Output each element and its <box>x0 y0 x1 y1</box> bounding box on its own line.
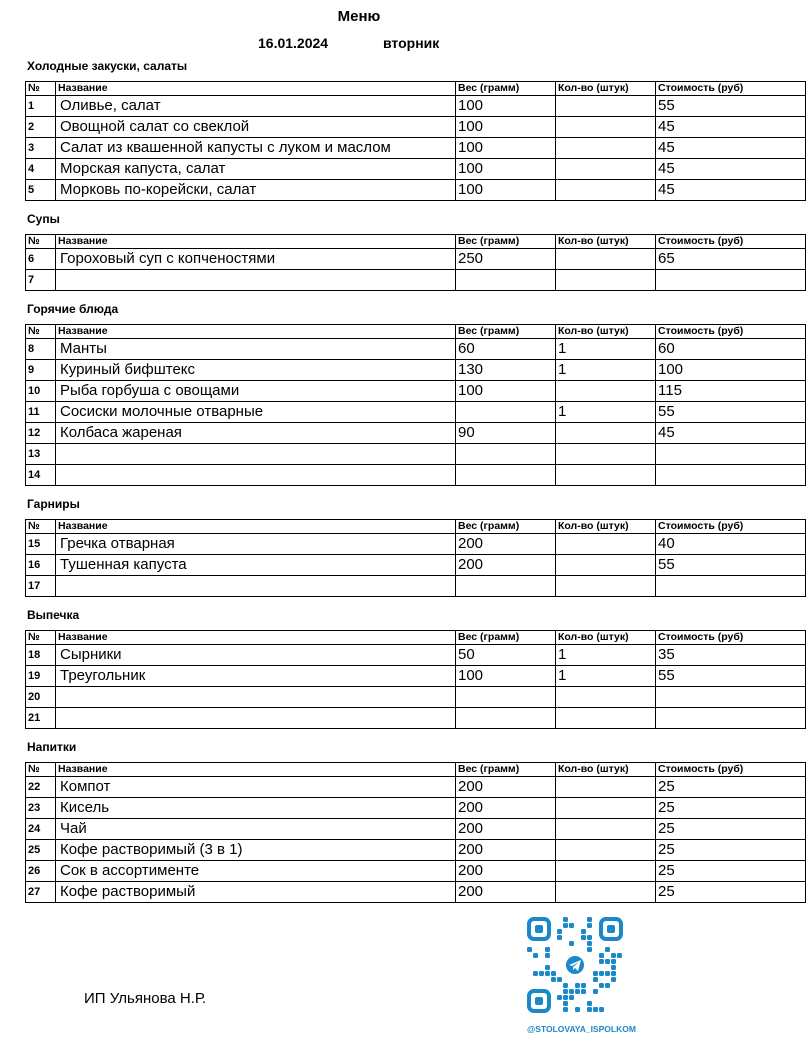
cell-quantity <box>556 465 656 486</box>
cell-weight: 100 <box>456 96 556 117</box>
cell-name: Кисель <box>56 798 456 819</box>
table-row <box>26 798 806 819</box>
section-title: Выпечка <box>27 608 80 622</box>
header-weight: Вес (грамм) <box>456 325 556 339</box>
section-title: Горячие блюда <box>27 302 119 316</box>
cell-number: 1 <box>26 96 56 117</box>
cell-quantity <box>556 819 656 840</box>
cell-price <box>656 576 806 597</box>
cell-weight <box>456 465 556 486</box>
cell-number: 8 <box>26 339 56 360</box>
header-weight: Вес (грамм) <box>456 520 556 534</box>
cell-price: 55 <box>656 402 806 423</box>
cell-number: 19 <box>26 666 56 687</box>
menu-table <box>25 519 806 597</box>
header-price: Стоимость (руб) <box>656 520 806 534</box>
table-header-row <box>26 235 806 249</box>
header-name: Название <box>56 631 456 645</box>
cell-quantity: 1 <box>556 402 656 423</box>
cell-quantity: 1 <box>556 645 656 666</box>
cell-price: 25 <box>656 861 806 882</box>
cell-number: 25 <box>26 840 56 861</box>
table-row <box>26 534 806 555</box>
cell-name: Куриный бифштекс <box>56 360 456 381</box>
cell-weight: 200 <box>456 555 556 576</box>
header-name: Название <box>56 82 456 96</box>
cell-number: 23 <box>26 798 56 819</box>
cell-quantity <box>556 882 656 903</box>
menu-section <box>25 739 805 903</box>
cell-weight: 200 <box>456 777 556 798</box>
cell-number: 9 <box>26 360 56 381</box>
header-price: Стоимость (руб) <box>656 763 806 777</box>
cell-price: 25 <box>656 777 806 798</box>
table-row <box>26 555 806 576</box>
table-header-row <box>26 631 806 645</box>
cell-price: 100 <box>656 360 806 381</box>
header-name: Название <box>56 235 456 249</box>
header-quantity: Кол-во (штук) <box>556 82 656 96</box>
menu-date: 16.01.2024 <box>258 35 329 51</box>
cell-number: 13 <box>26 444 56 465</box>
cell-price: 25 <box>656 882 806 903</box>
cell-name: Оливье, салат <box>56 96 456 117</box>
header-weight: Вес (грамм) <box>456 82 556 96</box>
header-quantity: Кол-во (штук) <box>556 520 656 534</box>
cell-price: 45 <box>656 117 806 138</box>
signature: ИП Ульянова Н.Р. <box>84 990 207 1007</box>
cell-weight <box>456 708 556 729</box>
cell-weight <box>456 576 556 597</box>
cell-weight <box>456 270 556 291</box>
cell-quantity <box>556 777 656 798</box>
cell-quantity <box>556 576 656 597</box>
cell-weight: 200 <box>456 798 556 819</box>
cell-price: 25 <box>656 819 806 840</box>
cell-price: 45 <box>656 138 806 159</box>
cell-name: Треугольник <box>56 666 456 687</box>
table-row <box>26 840 806 861</box>
cell-name: Манты <box>56 339 456 360</box>
cell-name <box>56 270 456 291</box>
section-title: Супы <box>27 212 60 226</box>
header-weight: Вес (грамм) <box>456 763 556 777</box>
header-name: Название <box>56 325 456 339</box>
cell-quantity: 1 <box>556 666 656 687</box>
menu-table <box>25 81 806 201</box>
cell-quantity <box>556 687 656 708</box>
cell-name: Морская капуста, салат <box>56 159 456 180</box>
cell-weight: 100 <box>456 117 556 138</box>
cell-weight: 250 <box>456 249 556 270</box>
cell-weight: 60 <box>456 339 556 360</box>
cell-number: 18 <box>26 645 56 666</box>
cell-price: 55 <box>656 555 806 576</box>
cell-price: 55 <box>656 666 806 687</box>
menu-section <box>25 607 805 729</box>
cell-price <box>656 465 806 486</box>
cell-quantity <box>556 180 656 201</box>
cell-weight: 100 <box>456 138 556 159</box>
cell-name: Кофе растворимый <box>56 882 456 903</box>
table-row <box>26 882 806 903</box>
cell-weight: 100 <box>456 159 556 180</box>
header-quantity: Кол-во (штук) <box>556 325 656 339</box>
cell-number: 10 <box>26 381 56 402</box>
cell-name: Колбаса жареная <box>56 423 456 444</box>
header-price: Стоимость (руб) <box>656 325 806 339</box>
cell-price: 25 <box>656 798 806 819</box>
cell-quantity: 1 <box>556 360 656 381</box>
section-title: Напитки <box>27 740 77 754</box>
cell-number: 16 <box>26 555 56 576</box>
cell-name <box>56 708 456 729</box>
section-title: Гарниры <box>27 497 80 511</box>
cell-name: Сырники <box>56 645 456 666</box>
cell-name: Сок в ассортименте <box>56 861 456 882</box>
cell-weight: 100 <box>456 381 556 402</box>
cell-weight: 200 <box>456 534 556 555</box>
cell-price <box>656 270 806 291</box>
header-number: № <box>26 520 56 534</box>
menu-table <box>25 762 806 903</box>
header-number: № <box>26 235 56 249</box>
menu-table <box>25 324 806 486</box>
cell-quantity <box>556 381 656 402</box>
telegram-qr-code-icon <box>527 917 623 1013</box>
cell-quantity <box>556 423 656 444</box>
cell-weight: 100 <box>456 666 556 687</box>
cell-number: 22 <box>26 777 56 798</box>
cell-price: 55 <box>656 96 806 117</box>
cell-weight: 100 <box>456 180 556 201</box>
cell-name <box>56 687 456 708</box>
section-title: Холодные закуски, салаты <box>27 59 188 73</box>
table-row <box>26 117 806 138</box>
cell-number: 20 <box>26 687 56 708</box>
cell-quantity <box>556 708 656 729</box>
cell-number: 7 <box>26 270 56 291</box>
cell-number: 14 <box>26 465 56 486</box>
cell-number: 12 <box>26 423 56 444</box>
cell-quantity <box>556 798 656 819</box>
table-row <box>26 423 806 444</box>
cell-name: Компот <box>56 777 456 798</box>
cell-number: 11 <box>26 402 56 423</box>
menu-weekday: вторник <box>383 35 440 51</box>
cell-name: Кофе растворимый (3 в 1) <box>56 840 456 861</box>
cell-price: 115 <box>656 381 806 402</box>
table-header-row <box>26 82 806 96</box>
table-row <box>26 402 806 423</box>
cell-name: Овощной салат со свеклой <box>56 117 456 138</box>
cell-weight: 200 <box>456 861 556 882</box>
cell-weight <box>456 444 556 465</box>
cell-weight: 130 <box>456 360 556 381</box>
menu-section <box>25 301 805 486</box>
table-row <box>26 687 806 708</box>
table-row <box>26 465 806 486</box>
cell-number: 26 <box>26 861 56 882</box>
cell-name: Гречка отварная <box>56 534 456 555</box>
cell-quantity <box>556 159 656 180</box>
cell-number: 4 <box>26 159 56 180</box>
header-number: № <box>26 325 56 339</box>
cell-number: 15 <box>26 534 56 555</box>
cell-price: 65 <box>656 249 806 270</box>
table-row <box>26 159 806 180</box>
header-weight: Вес (грамм) <box>456 235 556 249</box>
table-row <box>26 645 806 666</box>
table-row <box>26 819 806 840</box>
table-row <box>26 96 806 117</box>
cell-name: Тушенная капуста <box>56 555 456 576</box>
table-header-row <box>26 763 806 777</box>
cell-quantity <box>556 861 656 882</box>
cell-quantity <box>556 96 656 117</box>
cell-weight: 200 <box>456 882 556 903</box>
cell-price: 60 <box>656 339 806 360</box>
cell-weight: 200 <box>456 840 556 861</box>
header-price: Стоимость (руб) <box>656 631 806 645</box>
cell-name <box>56 465 456 486</box>
header-name: Название <box>56 520 456 534</box>
table-header-row <box>26 520 806 534</box>
cell-name: Гороховый суп с копченостями <box>56 249 456 270</box>
table-header-row <box>26 325 806 339</box>
cell-name: Сосиски молочные отварные <box>56 402 456 423</box>
table-row <box>26 180 806 201</box>
table-row <box>26 249 806 270</box>
cell-name <box>56 444 456 465</box>
cell-weight <box>456 687 556 708</box>
cell-price: 35 <box>656 645 806 666</box>
header-price: Стоимость (руб) <box>656 82 806 96</box>
header-quantity: Кол-во (штук) <box>556 631 656 645</box>
cell-weight: 50 <box>456 645 556 666</box>
table-row <box>26 381 806 402</box>
table-row <box>26 339 806 360</box>
cell-quantity: 1 <box>556 339 656 360</box>
cell-weight <box>456 402 556 423</box>
cell-quantity <box>556 138 656 159</box>
cell-name: Салат из квашенной капусты с луком и маслом <box>56 138 456 159</box>
menu-table <box>25 630 806 729</box>
header-number: № <box>26 631 56 645</box>
qr-handle: @STOLOVAYA_ISPOLKOM <box>527 1024 636 1034</box>
cell-number: 6 <box>26 249 56 270</box>
cell-quantity <box>556 534 656 555</box>
cell-quantity <box>556 117 656 138</box>
header-number: № <box>26 82 56 96</box>
menu-section <box>25 211 805 291</box>
page-title: Меню <box>337 8 381 25</box>
cell-number: 21 <box>26 708 56 729</box>
header-name: Название <box>56 763 456 777</box>
cell-number: 5 <box>26 180 56 201</box>
cell-price <box>656 444 806 465</box>
table-row <box>26 666 806 687</box>
cell-weight: 90 <box>456 423 556 444</box>
cell-price: 45 <box>656 180 806 201</box>
cell-price: 40 <box>656 534 806 555</box>
cell-weight: 200 <box>456 819 556 840</box>
table-row <box>26 777 806 798</box>
table-row <box>26 444 806 465</box>
header-quantity: Кол-во (штук) <box>556 763 656 777</box>
cell-quantity <box>556 249 656 270</box>
table-row <box>26 861 806 882</box>
cell-number: 27 <box>26 882 56 903</box>
cell-price: 45 <box>656 159 806 180</box>
cell-number: 3 <box>26 138 56 159</box>
cell-price <box>656 708 806 729</box>
menu-table <box>25 234 806 291</box>
header-quantity: Кол-во (штук) <box>556 235 656 249</box>
cell-price: 45 <box>656 423 806 444</box>
cell-name: Чай <box>56 819 456 840</box>
table-row <box>26 708 806 729</box>
cell-price <box>656 687 806 708</box>
table-row <box>26 576 806 597</box>
cell-number: 2 <box>26 117 56 138</box>
cell-quantity <box>556 270 656 291</box>
cell-number: 24 <box>26 819 56 840</box>
header-weight: Вес (грамм) <box>456 631 556 645</box>
table-row <box>26 360 806 381</box>
cell-name <box>56 576 456 597</box>
table-row <box>26 270 806 291</box>
cell-quantity <box>556 840 656 861</box>
cell-quantity <box>556 555 656 576</box>
cell-name: Рыба горбуша с овощами <box>56 381 456 402</box>
table-row <box>26 138 806 159</box>
header-price: Стоимость (руб) <box>656 235 806 249</box>
header-number: № <box>26 763 56 777</box>
cell-number: 17 <box>26 576 56 597</box>
menu-section <box>25 58 805 201</box>
cell-quantity <box>556 444 656 465</box>
cell-name: Морковь по-корейски, салат <box>56 180 456 201</box>
cell-price: 25 <box>656 840 806 861</box>
menu-section <box>25 496 805 597</box>
